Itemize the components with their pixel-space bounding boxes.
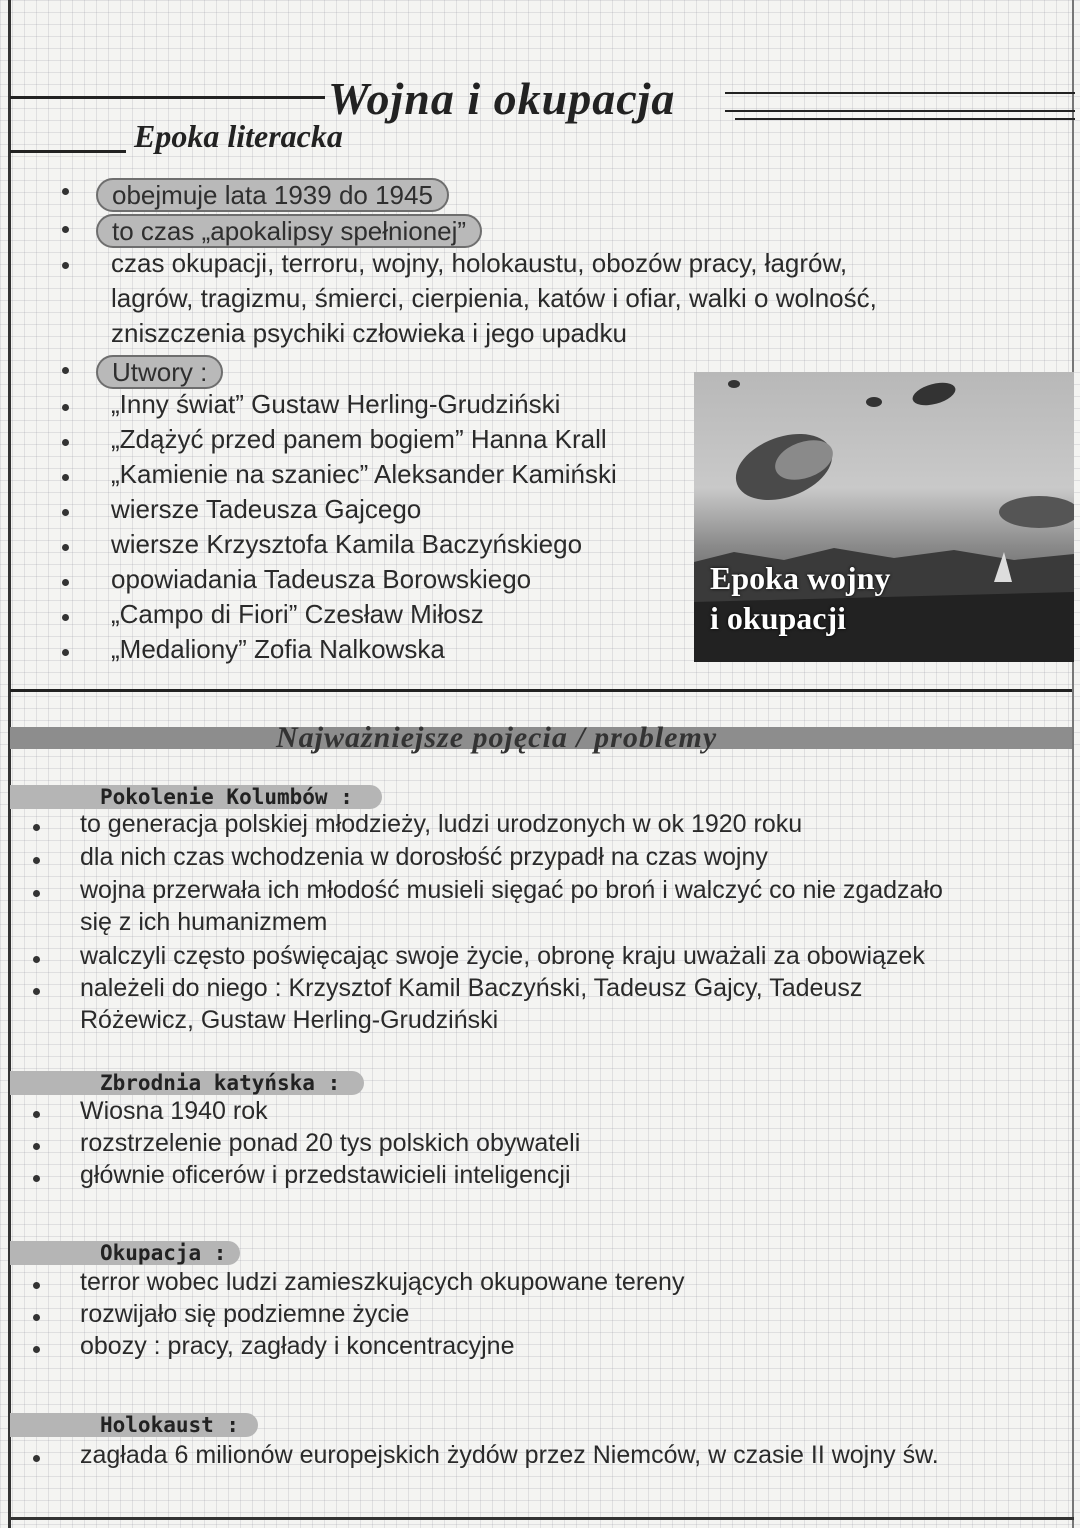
bullet-icon: [62, 188, 69, 195]
photo-caption-line: Epoka wojny: [710, 560, 891, 596]
highlight-apocalypse: to czas „apokalipsy spełnionej”: [96, 214, 482, 248]
bullet-icon: [33, 988, 40, 995]
title-rule-right: [725, 92, 1075, 94]
okupacja-line: obozy : pracy, zagłady i koncentracyjne: [80, 1332, 515, 1360]
bullet-icon: [33, 1455, 40, 1462]
kolumbow-line: należeli do niego : Krzysztof Kamil Baczyński, Tadeusz Gajcy, Tadeusz: [80, 974, 863, 1002]
bullet-icon: [62, 226, 69, 233]
highlight-years: obejmuje lata 1939 do 1945: [96, 178, 449, 212]
bullet-icon: [62, 579, 69, 586]
page-border-right: [1072, 0, 1074, 1528]
intro-desc-line: lagrów, tragizmu, śmierci, cierpienia, katów i ofiar, walki o wolność,: [111, 283, 877, 313]
section-heading-kolumbow: Pokolenie Kolumbów :: [100, 785, 353, 809]
bullet-icon: [33, 1314, 40, 1321]
section-heading-holokaust: Holokaust :: [100, 1413, 240, 1437]
bullet-icon: [33, 857, 40, 864]
kolumbow-line: Różewicz, Gustaw Herling-Grudziński: [80, 1006, 499, 1034]
section-divider: [10, 689, 1072, 692]
kolumbow-line: walczyli często poświęcając swoje życie, obronę kraju uważali za obowiązek: [80, 942, 925, 970]
holokaust-line: zagłada 6 milionów europejskich żydów przez Niemców, w czasie II wojny św.: [80, 1441, 939, 1469]
bullet-icon: [62, 544, 69, 551]
intro-desc-line: zniszczenia psychiki człowieka i jego upadku: [111, 318, 627, 348]
intro-desc-line: czas okupacji, terroru, wojny, holokaustu, obozów pracy, łagrów,: [111, 248, 848, 278]
bullet-icon: [62, 509, 69, 516]
section-heading-okupacja: Okupacja :: [100, 1241, 227, 1265]
bullet-icon: [33, 1175, 40, 1182]
kolumbow-line: to generacja polskiej młodzieży, ludzi urodzonych w ok 1920 roku: [80, 810, 803, 838]
work-item: „Zdążyć przed panem bogiem” Hanna Krall: [111, 424, 607, 454]
work-item: „Medaliony” Zofia Nalkowska: [111, 634, 445, 664]
concepts-banner-title: Najważniejsze pojęcia / problemy: [276, 721, 718, 754]
bullet-icon: [33, 956, 40, 963]
bullet-icon: [62, 614, 69, 621]
kolumbow-line: dla nich czas wchodzenia w dorosłość przypadł na czas wojny: [80, 843, 768, 871]
bullet-icon: [33, 1282, 40, 1289]
katyn-line: głównie oficerów i przedstawicieli inteligencji: [80, 1161, 571, 1189]
bullet-icon: [33, 1346, 40, 1353]
page-title: Wojna i okupacja: [328, 73, 676, 124]
bullet-icon: [33, 1111, 40, 1118]
photo-caption-line: i okupacji: [710, 600, 847, 636]
bullet-icon: [62, 649, 69, 656]
katyn-line: rozstrzelenie ponad 20 tys polskich obywateli: [80, 1129, 581, 1157]
page-subtitle: Epoka literacka: [134, 118, 343, 154]
subtitle-rule: [10, 150, 126, 153]
work-item: „Kamienie na szaniec” Aleksander Kamiński: [111, 459, 617, 489]
work-item: „Campo di Fiori” Czesław Miłosz: [111, 599, 484, 629]
bullet-icon: [33, 890, 40, 897]
work-item: wiersze Tadeusza Gajcego: [111, 494, 422, 524]
work-item: „Inny świat” Gustaw Herling-Grudziński: [111, 389, 561, 419]
bullet-icon: [62, 404, 69, 411]
kolumbow-line: się z ich humanizmem: [80, 908, 328, 936]
bullet-icon: [62, 439, 69, 446]
page-border-bottom: [8, 1517, 1074, 1520]
works-label: Utwory :: [96, 355, 223, 389]
section-heading-katyn: Zbrodnia katyńska :: [100, 1071, 341, 1095]
work-item: wiersze Krzysztofa Kamila Baczyńskiego: [111, 529, 583, 559]
bullet-icon: [33, 1143, 40, 1150]
bullet-icon: [33, 824, 40, 831]
war-photo: [694, 372, 1074, 662]
okupacja-line: terror wobec ludzi zamieszkujących okupowane tereny: [80, 1268, 685, 1296]
bullet-icon: [62, 367, 69, 374]
title-rule-right: [735, 118, 1075, 120]
bullet-icon: [62, 474, 69, 481]
kolumbow-line: wojna przerwała ich młodość musieli sięgać po broń i walczyć co nie zgadzało: [80, 876, 943, 904]
katyn-line: Wiosna 1940 rok: [80, 1097, 268, 1125]
title-rule-right: [725, 110, 1075, 112]
bullet-icon: [62, 262, 69, 269]
okupacja-line: rozwijało się podziemne życie: [80, 1300, 410, 1328]
title-rule-left: [10, 96, 325, 99]
work-item: opowiadania Tadeusza Borowskiego: [111, 564, 532, 594]
page-border-left: [8, 0, 11, 1528]
photo-caption: [710, 558, 891, 638]
